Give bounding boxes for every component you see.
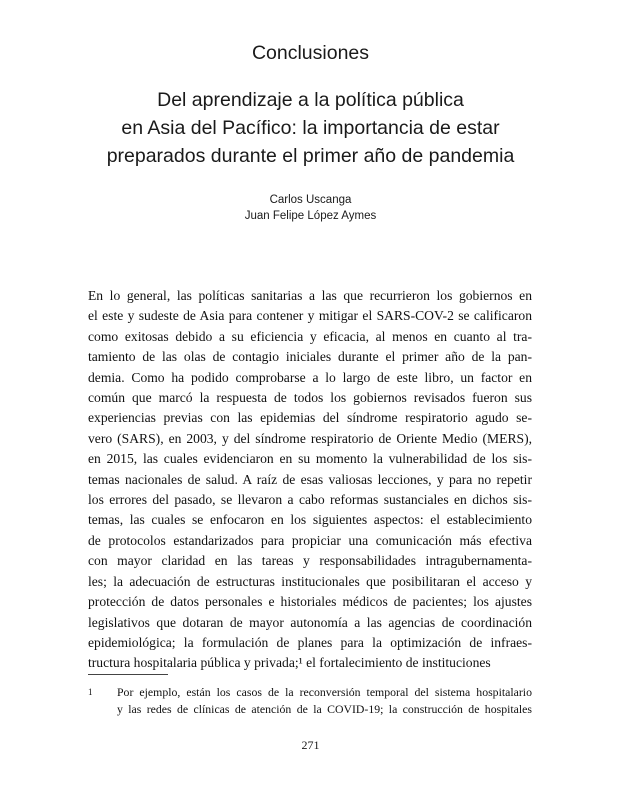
title-line: Del aprendizaje a la política pública	[157, 89, 464, 111]
chapter-title	[40, 86, 581, 170]
body-line: vero (SARS), en 2003, y del síndrome respiratorio de Oriente Medio (MERS),	[88, 430, 532, 446]
authors	[0, 192, 621, 224]
body-line: los errores del pasado, se llevaron a cabo reformas sustanciales en dichos sis-	[88, 492, 532, 508]
body-line: tamiento de las olas de contagio iniciales durante el primer año de la pan-	[88, 349, 532, 365]
footnote-text	[117, 684, 532, 718]
footnote-number: 1	[88, 687, 93, 697]
footnote	[88, 684, 532, 718]
body-line: tructura hospitalaria pública y privada;¹ el fortalecimiento de instituciones	[88, 655, 491, 671]
body-line: epidemiológica; la formulación de planes para la optimización de infraes-	[88, 634, 532, 650]
body-line: de protocolos estandarizados para propiciar una comunicación más efectiva	[88, 532, 532, 548]
body-line: protección de datos personales e historiales médicos de pacientes; los ajustes	[88, 594, 532, 610]
body-line: experiencias previas con las epidemias del síndrome respiratorio agudo se-	[88, 410, 532, 426]
body-line: demia. Como ha podido comprobarse a lo largo de este libro, un factor en	[88, 369, 532, 385]
body-line: con mayor claridad en las tareas y responsabilidades intragubernamenta-	[88, 553, 532, 569]
body-line: legislativos que dotaran de mayor autonomía a las agencias de coordinación	[88, 614, 532, 630]
body-line: el este y sudeste de Asia para contener y mitigar el SARS-COV-2 se calificaron	[88, 308, 532, 324]
page-number: 271	[301, 738, 320, 752]
section-heading: Conclusiones	[251, 42, 370, 64]
author-name: Carlos Uscanga	[269, 194, 352, 206]
body-line: como exitosas debido a su eficiencia y eficacia, al menos en cuanto al tra-	[88, 328, 532, 344]
footnote-line: y las redes de clínicas de atención de la COVID-19; la construcción de hospitales	[117, 702, 532, 716]
body-line: temas, las cuales se enfocaron en los siguientes aspectos: el establecimiento	[88, 512, 532, 528]
body-line: En lo general, las políticas sanitarias a las que recurrieron los gobiernos en	[88, 288, 532, 303]
footnote-line: Por ejemplo, están los casos de la reconversión temporal del sistema hospitalario	[117, 685, 532, 699]
author-name: Juan Felipe López Aymes	[244, 210, 377, 222]
body-line: en 2015, las cuales evidenciaron en su momento la vulnerabilidad de los sis-	[88, 451, 532, 467]
footnote-divider	[88, 674, 168, 675]
body-text	[88, 286, 532, 674]
title-line: preparados durante el primer año de pandemia	[106, 145, 515, 167]
title-line: en Asia del Pacífico: la importancia de estar	[121, 117, 500, 139]
body-line: común que marcó la respuesta de todos los gobiernos revisados fueron sus	[88, 390, 532, 406]
body-line: temas nacionales de salud. A raíz de esas valiosas lecciones, y para no repetir	[88, 471, 532, 487]
body-line: les; la adecuación de estructuras institucionales que posibilitaran el acceso y	[88, 573, 532, 589]
